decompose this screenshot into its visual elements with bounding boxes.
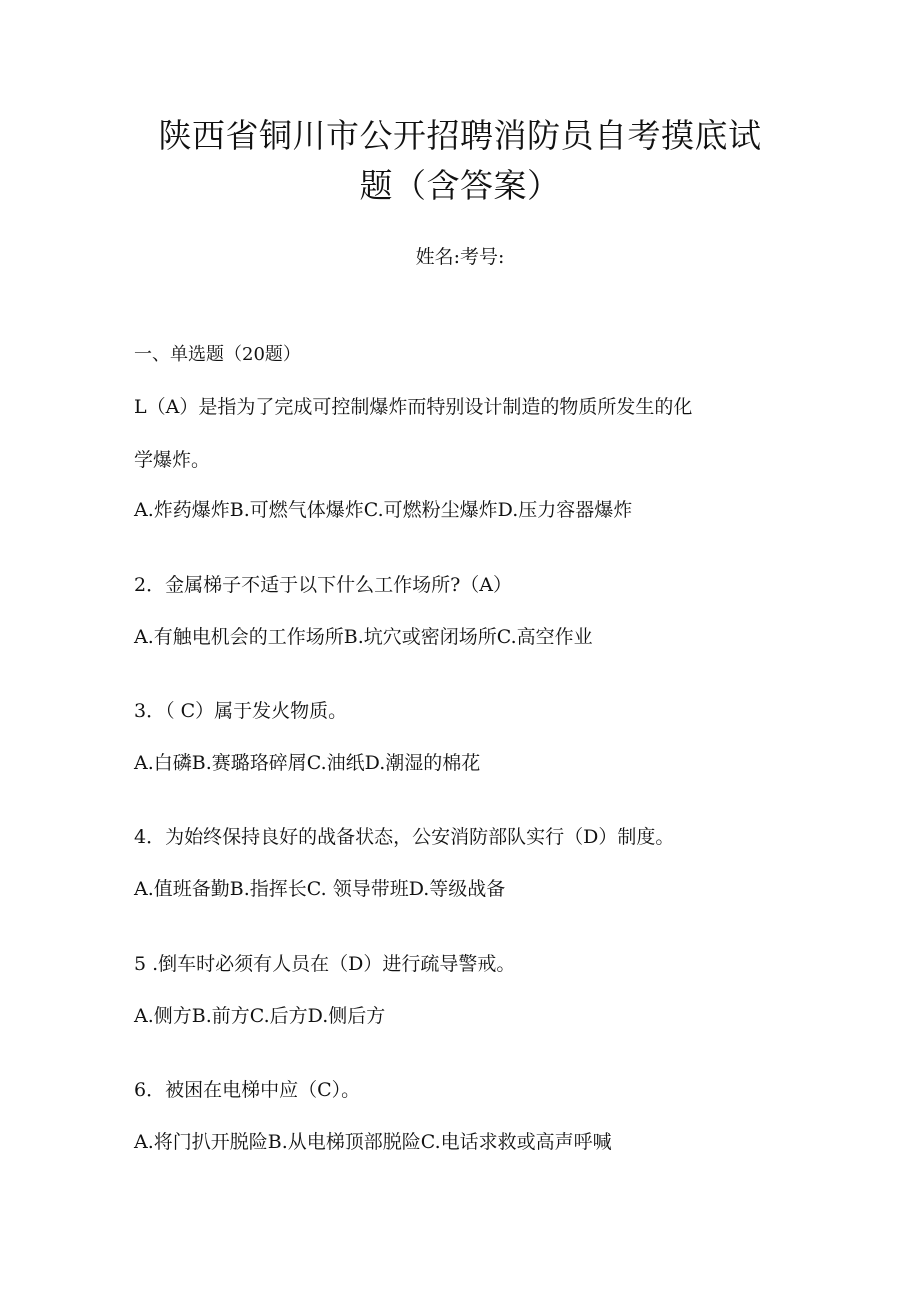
question-6-stem: 6．被困在电梯中应（C）。 [134,1079,361,1101]
question-1-stem-line-2: 学爆炸。 [134,449,211,471]
question-6-options: A.将门扒开脱险B.从电梯顶部脱险C.电话求救或高声呼喊 [134,1131,612,1153]
name-exam-number-line: 姓名:考号: [415,246,505,268]
section-heading: 一、单选题（20题） [134,344,301,365]
question-3-stem: 3．（ C）属于发火物质。 [134,700,348,722]
question-2-stem: 2．金属梯子不适于以下什么工作场所?（A） [134,574,512,596]
question-3-options: A.白磷B.赛璐珞碎屑C.油纸D.潮湿的棉花 [134,752,481,774]
question-5-options: A.侧方B.前方C.后方D.侧后方 [134,1005,386,1027]
question-1-options: A.炸药爆炸B.可燃气体爆炸C.可燃粉尘爆炸D.压力容器爆炸 [134,499,633,521]
question-4-options: A.值班备勤B.指挥长C. 领导带班D.等级战备 [134,878,506,900]
question-5-stem: 5 .倒车时必须有人员在（D）进行疏导警戒。 [134,953,516,975]
question-1-stem-line-1: L（A）是指为了完成可控制爆炸而特别设计制造的物质所发生的化 [134,396,693,418]
question-4-stem: 4．为始终保持良好的战备状态，公安消防部队实行（D）制度。 [134,826,675,848]
question-2-options: A.有触电机会的工作场所B.坑穴或密闭场所C.高空作业 [134,626,593,648]
document-title-line-1: 陕西省铜川市公开招聘消防员自考摸底试 [158,116,762,155]
document-title-line-2: 题（含答案） [359,166,561,205]
